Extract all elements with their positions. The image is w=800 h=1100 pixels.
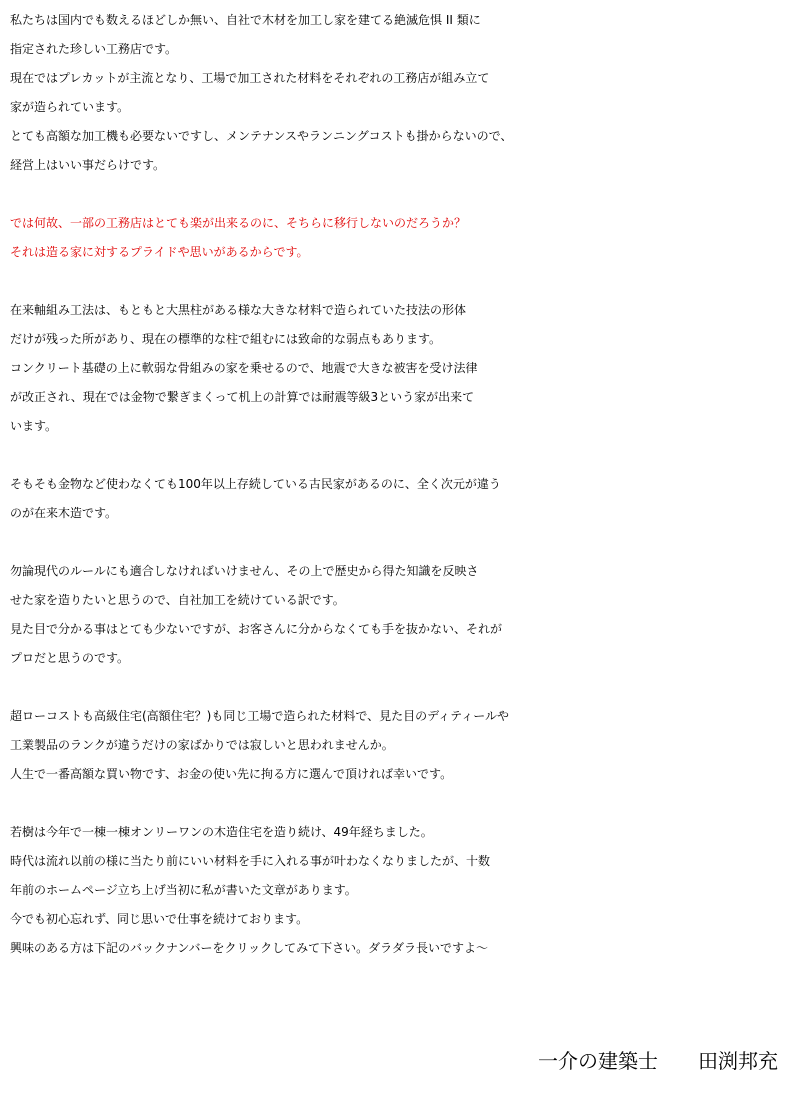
text-line: 勿論現代のルールにも適合しなければいけません、その上で歴史から得た知識を反映さ	[10, 564, 479, 578]
text-line: います。	[10, 419, 58, 433]
text-line: プロだと思うのです。	[10, 651, 130, 665]
text-line: 時代は流れ以前の様に当たり前にいい材料を手に入れる事が叶わなくなりましたが、十数	[10, 854, 491, 868]
text-line: 人生で一番高額な買い物です、お金の使い先に拘る方に選んで頂ければ幸いです。	[10, 767, 453, 781]
text-line: 現在ではプレカットが主流となり、工場で加工された材料をそれぞれの工務店が組み立て	[10, 71, 490, 85]
text-line: が改正され、現在では金物で繋ぎまくって机上の計算では耐震等級3という家が出来て	[10, 390, 475, 404]
text-line: 在来軸組み工法は、もともと大黒柱がある様な大きな材料で造られていた技法の形体	[10, 303, 467, 317]
text-line: 経営上はいい事だらけです。	[10, 158, 166, 172]
text-line: のが在来木造です。	[10, 506, 118, 520]
text-line: そもそも金物など使わなくても100年以上存続している古民家があるのに、全く次元が違う	[10, 477, 501, 491]
signature-title: 一介の建築士	[538, 1049, 658, 1073]
highlight-text-line: では何故、一部の工務店はとても楽が出来るのに、そちらに移行しないのだろうか？	[10, 216, 467, 230]
text-line: とても高額な加工機も必要ないですし、メンテナンスやランニングコストも掛からないので、	[10, 129, 513, 143]
text-line: 興味のある方は下記のバックナンバーをクリックしてみて下さい。ダラダラ長いですよ～	[10, 941, 488, 955]
paragraph-modern-rules	[10, 557, 792, 673]
paragraph-highlight	[10, 209, 792, 267]
text-line: 家が造られています。	[10, 100, 130, 114]
paragraph-cost	[10, 702, 792, 789]
signature	[538, 1047, 778, 1076]
highlight-text-line: それは造る家に対するプライドや思いがあるからです。	[10, 245, 309, 259]
text-line: 私たちは国内でも数えるほどしか無い、自社で木材を加工し家を建てる絶滅危惧 II 類に	[10, 13, 481, 27]
text-line: 若樹は今年で一棟一棟オンリーワンの木造住宅を造り続け、49年経ちました。	[10, 825, 433, 839]
text-line: 超ローコストも高級住宅(高額住宅？)も同じ工場で造られた材料で、見た目のディティールや	[10, 709, 509, 723]
paragraph-intro	[10, 6, 792, 180]
text-line: コンクリート基礎の上に軟弱な骨組みの家を乗せるので、地震で大きな被害を受け法律	[10, 361, 478, 375]
body-text	[10, 6, 792, 963]
signature-name: 田渕邦充	[698, 1049, 778, 1073]
paragraph-construction-method	[10, 296, 792, 441]
text-line: 見た目で分かる事はとても少ないですが、お客さんに分からなくても手を抜かない、それが	[10, 622, 503, 636]
text-line: 指定された珍しい工務店です。	[10, 42, 178, 56]
text-line: せた家を造りたいと思うので、自社加工を続けている訳です。	[10, 593, 345, 607]
text-line: だけが残った所があり、現在の標準的な柱で組むには致命的な弱点もあります。	[10, 332, 442, 346]
paragraph-old-houses	[10, 470, 792, 528]
text-line: 年前のホームページ立ち上げ当初に私が書いた文章があります。	[10, 883, 357, 897]
text-line: 工業製品のランクが違うだけの家ばかりでは寂しいと思われませんか。	[10, 738, 394, 752]
text-line: 今でも初心忘れず、同じ思いで仕事を続けております。	[10, 912, 309, 926]
paragraph-history	[10, 818, 792, 963]
